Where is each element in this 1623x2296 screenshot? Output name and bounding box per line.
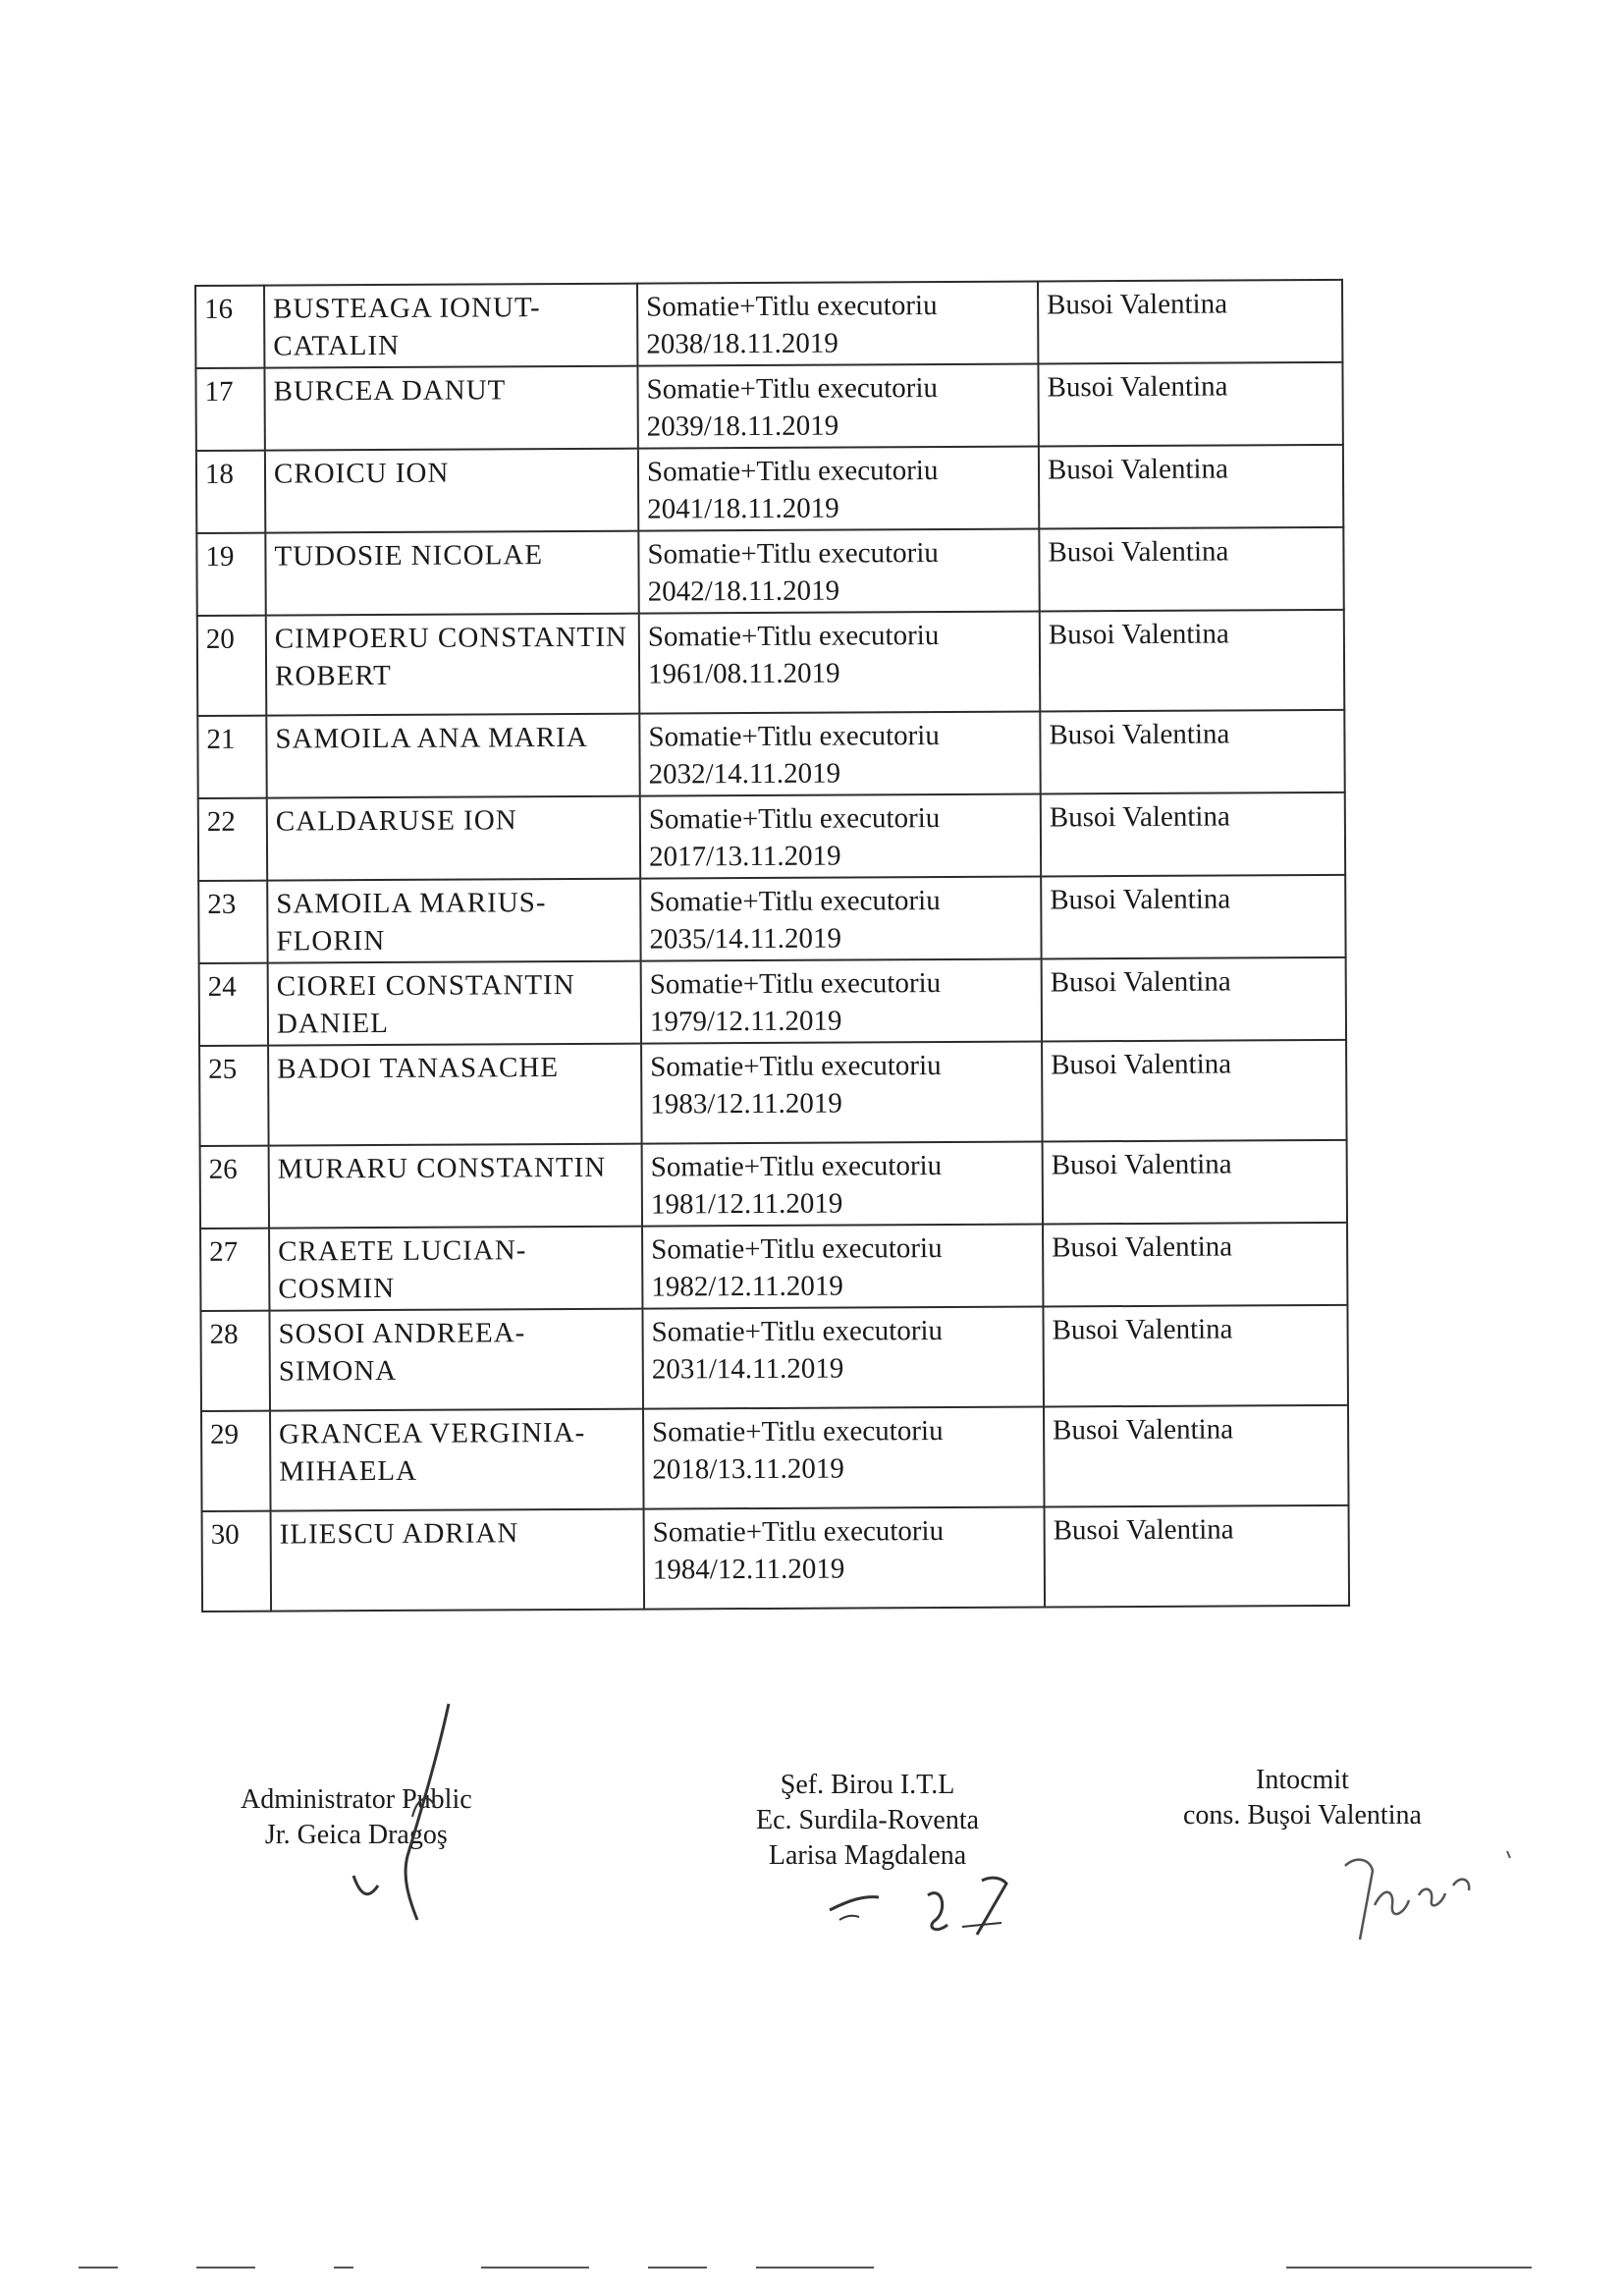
debtor-name: BURCEA DANUT bbox=[264, 366, 637, 451]
row-number: 25 bbox=[199, 1046, 269, 1146]
act-number-date: 2031/14.11.2019 bbox=[651, 1352, 844, 1386]
responsible-officer: Busoi Valentina bbox=[1039, 445, 1343, 529]
act-number-date: 2018/13.11.2019 bbox=[652, 1452, 844, 1486]
sef-birou-title: Şef. Birou I.T.L bbox=[780, 1770, 955, 1800]
debtor-name: CALDARUSE ION bbox=[267, 796, 640, 881]
act-number-date: 1983/12.11.2019 bbox=[650, 1087, 842, 1121]
enforcement-act bbox=[640, 793, 1041, 878]
act-type: Somatie+Titlu executoriu bbox=[652, 1515, 945, 1549]
table-row bbox=[198, 793, 1345, 881]
row-number: 18 bbox=[196, 451, 265, 533]
responsible-officer: Busoi Valentina bbox=[1041, 875, 1345, 959]
scan-artifact-line bbox=[79, 2267, 118, 2269]
act-type: Somatie+Titlu executoriu bbox=[650, 1150, 943, 1183]
debtor-name: TUDOSIE NICOLAE bbox=[265, 531, 638, 616]
sef-birou-handwritten-signature bbox=[820, 1866, 1036, 1944]
table-row bbox=[196, 445, 1343, 533]
enforcement-act bbox=[644, 1506, 1046, 1609]
administrator-title: Administrator Public bbox=[241, 1784, 472, 1815]
scan-artifact-line bbox=[196, 2267, 255, 2269]
row-number: 28 bbox=[200, 1311, 270, 1411]
row-number: 30 bbox=[202, 1511, 272, 1612]
table-row bbox=[200, 1223, 1347, 1311]
row-number: 21 bbox=[197, 716, 266, 798]
enforcement-act bbox=[642, 1141, 1043, 1226]
act-number-date: 1961/08.11.2019 bbox=[647, 657, 840, 690]
scan-artifact-line bbox=[648, 2267, 707, 2269]
act-number-date: 1984/12.11.2019 bbox=[652, 1553, 845, 1586]
enforcement-act bbox=[640, 876, 1041, 960]
act-type: Somatie+Titlu executoriu bbox=[647, 620, 940, 653]
table-row bbox=[195, 362, 1342, 451]
enforcement-act bbox=[642, 1306, 1044, 1408]
act-number-date: 1979/12.11.2019 bbox=[649, 1005, 842, 1038]
table-row bbox=[197, 710, 1344, 798]
act-number-date: 1982/12.11.2019 bbox=[651, 1270, 843, 1303]
debtor-name: SAMOILA MARIUS-FLORIN bbox=[267, 879, 640, 963]
row-number: 19 bbox=[196, 533, 265, 616]
enforcement-table bbox=[194, 279, 1350, 1613]
sef-birou-name-line2: Larisa Magdalena bbox=[768, 1840, 967, 1871]
table-row bbox=[195, 280, 1342, 368]
administrator-name: Jr. Geica Dragoş bbox=[264, 1820, 448, 1850]
responsible-officer: Busoi Valentina bbox=[1038, 362, 1342, 447]
responsible-officer: Busoi Valentina bbox=[1045, 1505, 1350, 1608]
responsible-officer: Busoi Valentina bbox=[1043, 1140, 1347, 1225]
debtor-name: BADOI TANASACHE bbox=[268, 1044, 642, 1146]
act-type: Somatie+Titlu executoriu bbox=[647, 537, 939, 571]
act-number-date: 2032/14.11.2019 bbox=[648, 757, 841, 791]
enforcement-act bbox=[637, 364, 1038, 449]
enforcement-act bbox=[641, 1041, 1043, 1143]
sef-birou-signature-block bbox=[756, 1768, 979, 1874]
row-number: 20 bbox=[197, 616, 267, 716]
row-number: 26 bbox=[200, 1146, 269, 1229]
act-number-date: 2041/18.11.2019 bbox=[647, 492, 839, 525]
table-row bbox=[200, 1140, 1347, 1229]
row-number: 27 bbox=[200, 1229, 269, 1311]
enforcement-act bbox=[638, 447, 1039, 531]
row-number: 29 bbox=[201, 1411, 271, 1511]
act-type: Somatie+Titlu executoriu bbox=[649, 967, 942, 1001]
act-type: Somatie+Titlu executoriu bbox=[651, 1315, 944, 1348]
debtor-name: CIOREI CONSTANTIN DANIEL bbox=[268, 961, 641, 1046]
act-number-date: 1981/12.11.2019 bbox=[650, 1187, 843, 1221]
table-row bbox=[202, 1505, 1350, 1612]
debtor-name: GRANCEA VERGINIA-MIHAELA bbox=[270, 1409, 644, 1511]
enforcement-act bbox=[642, 1224, 1043, 1308]
act-number-date: 2038/18.11.2019 bbox=[646, 327, 839, 360]
act-type: Somatie+Titlu executoriu bbox=[646, 455, 939, 488]
table-body bbox=[195, 280, 1349, 1612]
debtor-name: CROICU ION bbox=[265, 449, 638, 533]
responsible-officer: Busoi Valentina bbox=[1042, 1040, 1347, 1142]
responsible-officer: Busoi Valentina bbox=[1044, 1405, 1349, 1507]
act-number-date: 2035/14.11.2019 bbox=[649, 922, 842, 956]
table-row bbox=[201, 1405, 1349, 1511]
act-number-date: 2017/13.11.2019 bbox=[648, 840, 841, 873]
act-type: Somatie+Titlu executoriu bbox=[649, 885, 941, 918]
table-row bbox=[199, 957, 1346, 1046]
intocmit-signature-block bbox=[1183, 1763, 1422, 1833]
act-type: Somatie+Titlu executoriu bbox=[648, 802, 941, 836]
debtor-name: ILIESCU ADRIAN bbox=[271, 1509, 645, 1612]
table-row bbox=[197, 610, 1345, 716]
scan-artifact-line bbox=[756, 2267, 874, 2269]
enforcement-act bbox=[638, 528, 1039, 613]
debtor-name: CIMPOERU CONSTANTIN ROBERT bbox=[266, 614, 640, 716]
debtor-name: SOSOI ANDREEA-SIMONA bbox=[269, 1309, 643, 1411]
enforcement-act bbox=[637, 282, 1038, 366]
enforcement-act bbox=[641, 958, 1042, 1043]
enforcement-act bbox=[643, 1406, 1045, 1508]
act-type: Somatie+Titlu executoriu bbox=[646, 290, 938, 323]
row-number: 17 bbox=[195, 368, 264, 451]
responsible-officer: Busoi Valentina bbox=[1041, 793, 1345, 877]
act-type: Somatie+Titlu executoriu bbox=[646, 372, 939, 406]
intocmit-handwritten-signature bbox=[1325, 1846, 1522, 1954]
debtor-name: BUSTEAGA IONUT-CATALIN bbox=[264, 284, 637, 368]
debtor-name: CRAETE LUCIAN-COSMIN bbox=[269, 1227, 642, 1311]
intocmit-title: Intocmit bbox=[1256, 1765, 1349, 1795]
responsible-officer: Busoi Valentina bbox=[1039, 527, 1343, 612]
enforcement-act bbox=[639, 711, 1040, 795]
responsible-officer: Busoi Valentina bbox=[1043, 1223, 1347, 1307]
enforcement-act bbox=[639, 611, 1041, 713]
row-number: 23 bbox=[198, 881, 267, 963]
scan-artifact-line bbox=[334, 2267, 353, 2269]
responsible-officer: Busoi Valentina bbox=[1040, 710, 1344, 794]
table-row bbox=[196, 527, 1343, 616]
act-type: Somatie+Titlu executoriu bbox=[651, 1232, 943, 1266]
intocmit-name: cons. Buşoi Valentina bbox=[1183, 1800, 1422, 1831]
responsible-officer: Busoi Valentina bbox=[1038, 280, 1342, 364]
administrator-handwritten-signature bbox=[339, 1699, 466, 1925]
act-type: Somatie+Titlu executoriu bbox=[652, 1415, 944, 1449]
table-row bbox=[198, 875, 1345, 963]
act-type: Somatie+Titlu executoriu bbox=[650, 1050, 942, 1083]
debtor-name: SAMOILA ANA MARIA bbox=[266, 714, 639, 798]
row-number: 22 bbox=[198, 798, 267, 881]
responsible-officer: Busoi Valentina bbox=[1042, 957, 1346, 1042]
row-number: 24 bbox=[199, 963, 268, 1046]
act-number-date: 2039/18.11.2019 bbox=[646, 410, 839, 443]
debtor-name: MURARU CONSTANTIN bbox=[269, 1144, 642, 1229]
responsible-officer: Busoi Valentina bbox=[1040, 610, 1345, 712]
sef-birou-name-line1: Ec. Surdila-Roventa bbox=[756, 1805, 980, 1835]
scan-artifact-line bbox=[481, 2267, 589, 2269]
act-number-date: 2042/18.11.2019 bbox=[647, 574, 840, 608]
table-row bbox=[200, 1305, 1348, 1411]
row-number: 16 bbox=[195, 286, 264, 368]
table-row bbox=[199, 1040, 1347, 1146]
responsible-officer: Busoi Valentina bbox=[1043, 1305, 1348, 1407]
scan-artifact-line bbox=[1286, 2267, 1532, 2269]
act-type: Somatie+Titlu executoriu bbox=[648, 720, 940, 753]
